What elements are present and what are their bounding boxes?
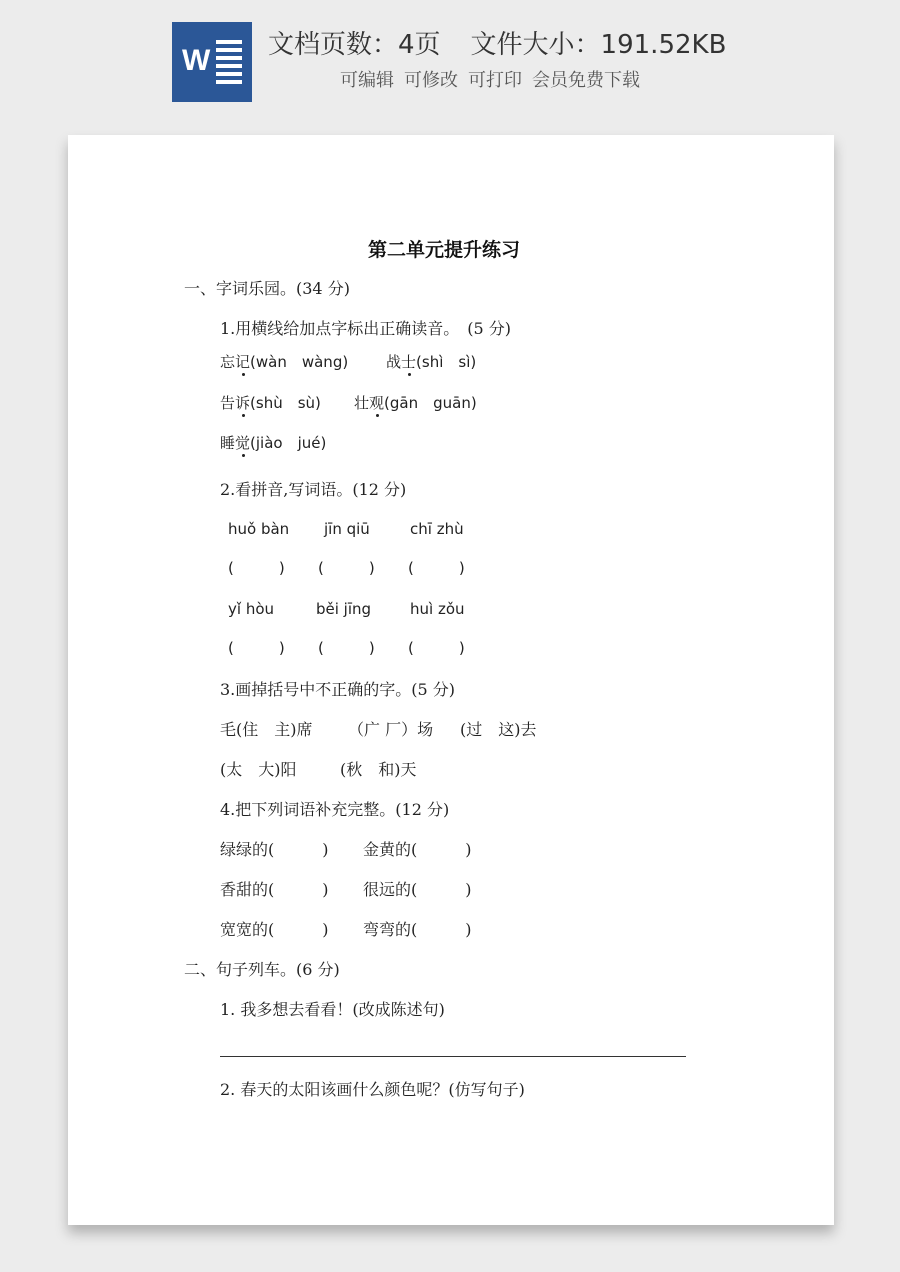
- q4-item: 很远的( ): [363, 880, 472, 899]
- page-count-label: 文档页数：4页: [268, 30, 441, 60]
- document-page: [68, 135, 834, 1225]
- q4-item: 绿绿的( ): [220, 840, 329, 859]
- q1-item-wangji: 忘记(wàn wàng): [220, 353, 349, 371]
- answer-blank: ( ): [408, 639, 465, 657]
- q4-item: 金黄的( ): [363, 840, 472, 859]
- q1-item-shuijiao: 睡觉(jiào jué): [220, 434, 327, 452]
- feature-printable: 可打印: [468, 70, 522, 91]
- q4-item: 宽宽的( ): [220, 920, 329, 939]
- word-icon-lines: [216, 40, 242, 88]
- feature-editable: 可编辑: [340, 70, 394, 91]
- q3-item-qiutian: (秋 和)天: [340, 760, 417, 779]
- feature-member-download: 会员免费下载: [532, 70, 640, 91]
- answer-blank: ( ): [228, 639, 285, 657]
- answer-blank: ( ): [408, 559, 465, 577]
- q1-item-zhuangguan: 壮观(gān guān): [354, 394, 477, 412]
- pinyin-yihou: yǐ hòu: [228, 600, 275, 618]
- question-2-1: 1. 我多想去看看！(改成陈述句): [220, 1000, 445, 1019]
- q4-item: 弯弯的( ): [363, 920, 472, 939]
- q3-item-taiyang: (太 大)阳: [220, 760, 297, 779]
- answer-blank: ( ): [228, 559, 285, 577]
- pinyin-jinqiu: jīn qiū: [324, 520, 370, 538]
- q1-item-zhanshi: 战士(shì sì): [386, 353, 477, 371]
- document-title: 第二单元提升练习: [368, 239, 521, 261]
- section-1-heading: 一、字词乐园。(34 分): [184, 279, 350, 298]
- file-size-label: 文件大小：191.52KB: [470, 30, 727, 60]
- pinyin-huizou: huì zǒu: [410, 600, 465, 618]
- pinyin-huoban: huǒ bàn: [228, 520, 290, 538]
- pinyin-chizhu: chī zhù: [410, 520, 464, 538]
- q3-item-guangchang: （广 厂）场: [348, 720, 434, 739]
- word-document-icon: [172, 22, 252, 102]
- answer-line: [220, 1056, 686, 1057]
- pinyin-beijing: běi jīng: [316, 600, 372, 618]
- answer-blank: ( ): [318, 559, 375, 577]
- question-1-3: 3.画掉括号中不正确的字。(5 分): [220, 680, 456, 699]
- answer-blank: ( ): [318, 639, 375, 657]
- question-2-2: 2. 春天的太阳该画什么颜色呢？(仿写句子): [220, 1080, 525, 1099]
- q1-item-gaosu: 告诉(shù sù): [220, 394, 321, 412]
- question-1-1: 1.用横线给加点字标出正确读音。 (5 分): [220, 319, 512, 338]
- feature-list: [340, 66, 640, 92]
- word-icon-letter: W: [182, 44, 211, 77]
- q3-item-guoqu: (过 这)去: [460, 720, 537, 739]
- question-1-2: 2.看拼音,写词语。(12 分): [220, 480, 407, 499]
- file-stats: [268, 24, 726, 61]
- section-2-heading: 二、句子列车。(6 分): [184, 960, 340, 979]
- question-1-4: 4.把下列词语补充完整。(12 分): [220, 800, 450, 819]
- q4-item: 香甜的( ): [220, 880, 329, 899]
- feature-modifiable: 可修改: [404, 70, 458, 91]
- file-info-header: [0, 0, 900, 120]
- q3-item-maozhuxi: 毛(住 主)席: [220, 720, 313, 739]
